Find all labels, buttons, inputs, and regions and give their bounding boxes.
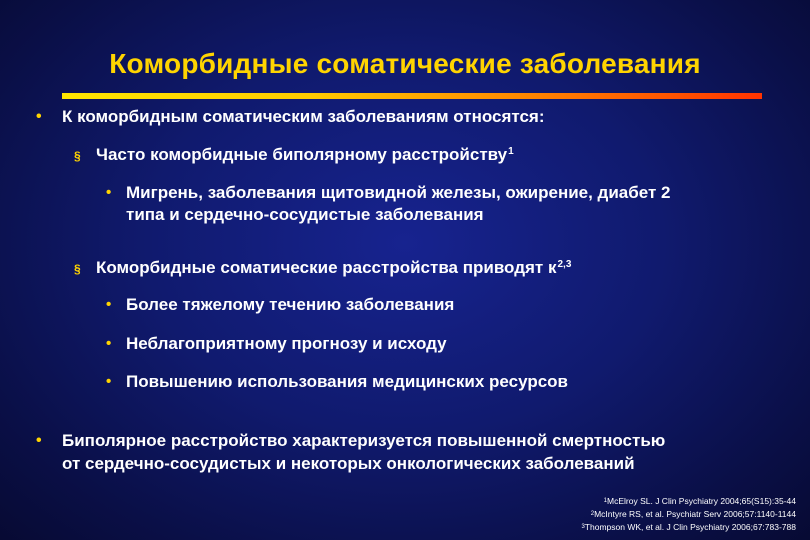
subsubbullet-text: Более тяжелому течению заболевания xyxy=(126,295,455,314)
section-sign-icon: § xyxy=(74,149,81,163)
reference-3: $^3$Thompson WK, et al. J Clin Psychiatry 2006;67:783-788 xyxy=(581,522,796,532)
subsubbullet-text-line1: Мигрень, заболевания щитовидной железы, ожирение, диабет 2 xyxy=(126,183,671,202)
bullet-text: К коморбидным соматическим заболеваниям относятся: xyxy=(62,107,545,126)
bullet-icon: • xyxy=(36,432,42,449)
reference-1: $^1$McElroy SL. J Clin Psychiatry 2004;65(S15):35-44 xyxy=(603,496,796,506)
section-sign-icon: § xyxy=(74,262,81,276)
title-underline xyxy=(62,93,762,99)
bullet-icon: • xyxy=(106,296,112,313)
reference-2: $^2$McIntyre RS, et al. Psychiatr Serv 2006;57:1140-1144 xyxy=(590,509,796,519)
footnote-ref: 2,3 xyxy=(557,259,572,270)
subsubbullet-text: Неблагоприятному прогнозу и исходу xyxy=(126,334,447,353)
bullet-icon: • xyxy=(106,335,112,352)
subbullet-text: Коморбидные соматические расстройства приводят к xyxy=(96,258,557,277)
bullet-text-line2: от сердечно-сосудистых и некоторых онкологических заболеваний xyxy=(62,454,635,473)
subsubbullet-text: Повышению использования медицинских ресурсов xyxy=(126,372,568,391)
bullet-icon: • xyxy=(106,184,112,201)
bullet-text-line1: Биполярное расстройство характеризуется повышенной смертностью xyxy=(62,431,666,450)
footnote-ref: 1 xyxy=(508,146,514,157)
bullet-icon: • xyxy=(106,373,112,390)
subbullet-text: Часто коморбидные биполярному расстройству xyxy=(96,145,508,164)
subsubbullet-text-line2: типа и сердечно-сосудистые заболевания xyxy=(126,205,484,224)
slide-title: Коморбидные соматические заболевания xyxy=(109,48,701,79)
bullet-icon: • xyxy=(36,108,42,125)
references xyxy=(581,495,796,534)
